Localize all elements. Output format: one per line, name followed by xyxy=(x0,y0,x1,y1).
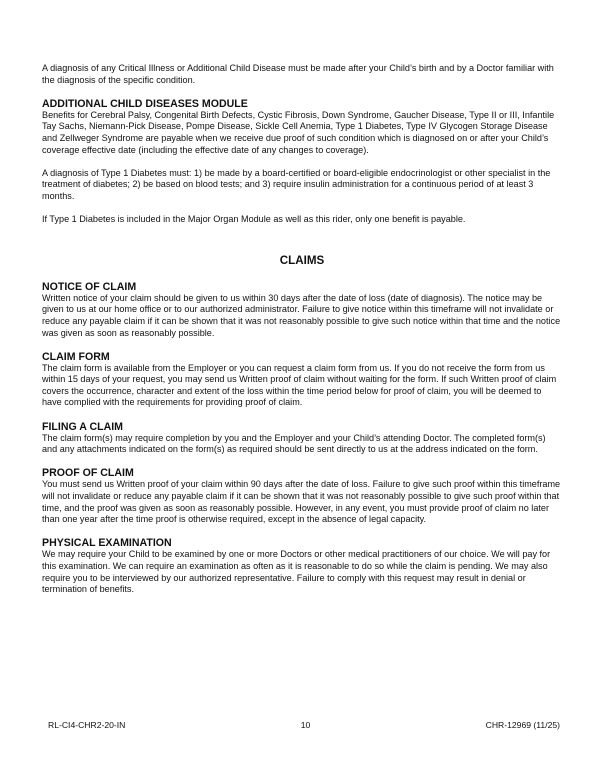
section-heading: NOTICE OF CLAIM xyxy=(42,280,137,293)
section-body: We may require your Child to be examined by one or more Doctors or other medical practitioners of our choice. We will pay for this examination. We can require an examination as often as it is reasonable to do so while the claim is pending. We may also require you to be interviewed by our authorized representative. Failure to comply with this request may result in denial or termination of benefits. xyxy=(42,549,551,595)
diabetes-paragraph: A diagnosis of Type 1 Diabetes must: 1) be made by a board-certified or board-eligible endocrinologist or other specialist in the treatment of diabetes; 2) be based on blood tests; and 3) require insulin administration for a continuous period of at least 3 months. xyxy=(42,167,551,201)
document-code: CHR-12969 (11/25) xyxy=(485,720,560,730)
section-heading: CLAIM FORM xyxy=(42,350,110,363)
section-body: You must send us Written proof of your claim within 90 days after the date of loss. Failure to give such proof within this timeframe will not invalidate or reduce any payable claim if it can be shown that it was not reasonably possible to give such proof within that time, and the proof was given as soon as reasonably possible. However, in any event, you must provide proof of claim no later than one year after the time proof is otherwise required, except in the absence of legal capacity. xyxy=(42,479,561,525)
section-body: The claim form(s) may require completion by you and the Employer and your Child’s attending Doctor. The completed form(s) and any attachments indicated on the form(s) as required should be sent directly to us at the address indicated on the form. xyxy=(42,432,546,455)
section-body: The claim form is available from the Employer or you can request a claim form from us. If you do not receive the form from us within 15 days of your request, you may send us Written proof of claim without waiting for the form. If such Written proof of claim covers the occurrence, character and extent of the loss within the time period below for proof of claim, you will be deemed to have complied with the requirements for providing proof of claim. xyxy=(42,362,557,408)
module-body: Benefits for Cerebral Palsy, Congenital Birth Defects, Cystic Fibrosis, Down Syndrome, Gaucher Disease, Type II or III, Infantile Tay Sachs, Niemann-Pick Disease, Pompe Disease, Sickle Cell Anemia, Type 1 Diabetes, Type IV Glycogen Storage Disease and Zellweger Syndrome are payable when we receive due proof of such condition which is diagnosed on or after your Child’s coverage effective date (including the effective date of any changes to coverage). xyxy=(42,109,555,155)
intro-paragraph: A diagnosis of any Critical Illness or Additional Child Disease must be made after your Child’s birth and by a Doctor familiar with the diagnosis of the specific condition. xyxy=(42,63,554,85)
section-heading: PHYSICAL EXAMINATION xyxy=(42,537,172,550)
document-page xyxy=(42,63,562,596)
page-number: 10 xyxy=(300,720,311,730)
section-heading: PROOF OF CLAIM xyxy=(42,467,134,480)
diabetes-note: If Type 1 Diabetes is included in the Major Organ Module as well as this rider, only one benefit is payable. xyxy=(42,214,466,225)
section-body: Written notice of your claim should be given to us within 30 days after the date of loss (date of diagnosis). The notice may be given to us at our home office or to our authorized administrator. Failure to give notice within this timeframe will not invalidate or reduce any payable claim if it can be shown that it was not reasonably possible to give such notice within that time and the notice was given as soon as reasonably possible. xyxy=(42,292,561,338)
page-footer xyxy=(48,720,560,730)
module-heading: ADDITIONAL CHILD DISEASES MODULE xyxy=(42,97,248,110)
section-heading: FILING A CLAIM xyxy=(42,420,124,433)
claims-title: CLAIMS xyxy=(279,253,325,267)
form-code: RL-CI4-CHR2-20-IN xyxy=(48,720,126,730)
